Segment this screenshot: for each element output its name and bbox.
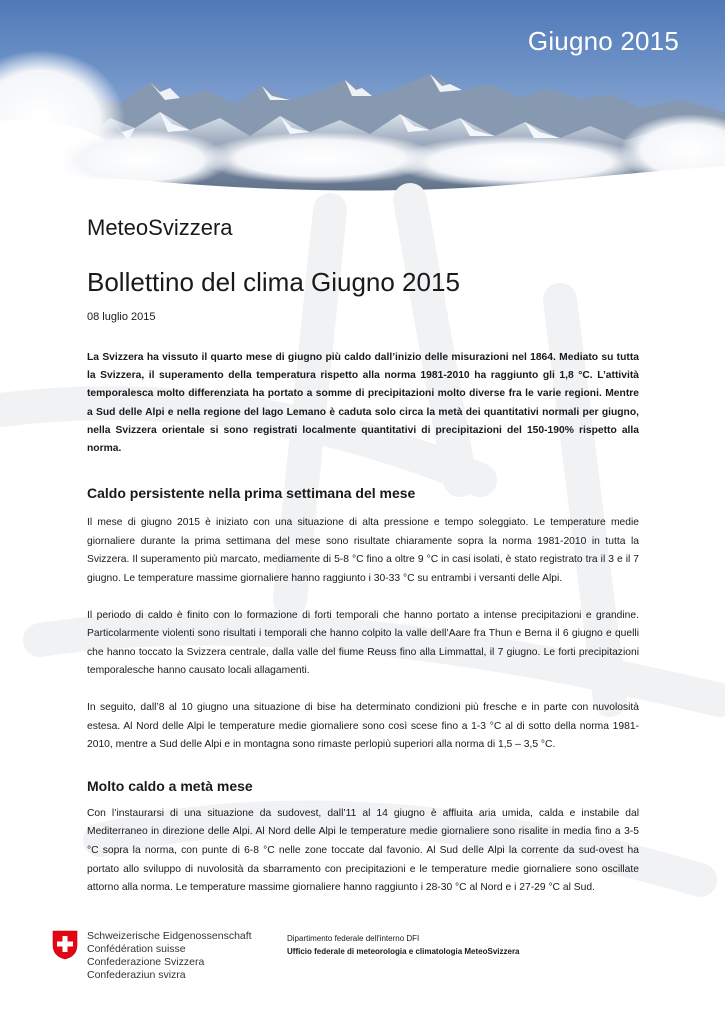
department-info bbox=[287, 932, 520, 958]
department-name: Dipartimento federale dell'interno DFI bbox=[287, 934, 420, 943]
body-paragraph: Il mese di giugno 2015 è iniziato con una situazione di alta pressione e tempo soleggiato. Le temperature medie giornaliere durante la prima settimana del mese sono risultate chiaramente sopra la norma 1981-2010 in tutta la Svizzera. Il superamento più marcato, mediamente di 5-8 °C fino a oltre 9 °C in casi isolati, è stato registrato tra il 3 e il 7 giugno. Le temperature massime giornaliere hanno raggiunto i 30-33 °C su entrambi i versanti delle Alpi. bbox=[87, 517, 639, 584]
section-heading: Molto caldo a metà mese bbox=[87, 777, 253, 794]
body-paragraph: Il periodo di caldo è finito con lo formazione di forti temporali che hanno portato a intense precipitazioni e grandine. Particolarmente violenti sono risultati i temporali che hanno colpito la valle dell’Aare fra Thun e Berna il 6 giugno e quelli che hanno toccato la Svizzera centrale, dalla valle del fiume Reuss fino alla Limmattal, il 7 giugno. Le forti precipitazioni temporalesche hanno causato locali allagamenti. bbox=[87, 609, 639, 677]
page-footer bbox=[0, 922, 725, 1002]
body-paragraph: In seguito, dall’8 al 10 giugno una situazione di bise ha determinato condizioni più fresche e in parte con nuvolosità estesa. Al Nord delle Alpi le temperature medie giornaliere sono così scese fino a 1-3 °C al di sotto della norma 1981-2010, mentre a Sud delle Alpi e in montagna sono rimaste perlopiù superiori alla norma di 1,5 – 3,5 °C. bbox=[87, 701, 639, 751]
confederation-names bbox=[87, 930, 252, 982]
header-banner bbox=[0, 0, 725, 240]
document-body bbox=[87, 214, 639, 898]
office-name: Ufficio federale di meteorologia e climatologia MeteoSvizzera bbox=[287, 947, 520, 956]
swiss-cross-shield-icon bbox=[52, 930, 78, 960]
confederation-name-rm: Confederaziun svizra bbox=[87, 969, 186, 981]
banner-month-label: Giugno 2015 bbox=[527, 26, 679, 56]
section-heading: Caldo persistente nella prima settimana del mese bbox=[87, 485, 416, 502]
lead-paragraph: La Svizzera ha vissuto il quarto mese di giugno più caldo dall’inizio delle misurazioni nel 1864. Mediato su tutta la Svizzera, il superamento della temperatura rispetto alla norma 1981-2010 ha raggiunto gli 1,8 °C. L’attività temporalesca molto differenziata ha portato a somme di precipitazioni molto diverse fra le varie regioni. Mentre a Sud delle Alpi e nella regione del lago Lemano è caduta solo circa la metà dei quantitativi normali per giugno, nella Svizzera orientale si sono registrati localmente quantitativi di precipitazioni del 150-190% rispetto alla norma. bbox=[87, 352, 639, 455]
organization-name: MeteoSvizzera bbox=[87, 215, 233, 240]
confederation-name-fr: Confédération suisse bbox=[87, 943, 186, 955]
body-paragraph: Con l’instaurarsi di una situazione da sudovest, dall’11 al 14 giugno è affluita aria umida, calda e instabile dal Mediterraneo in direzione delle Alpi. Al Nord delle Alpi le temperature medie giornaliere sono risalite in media fino a 3-5 °C sopra la norma, con punte di 6-8 °C nelle zone toccate dal favonio. Al Sud delle Alpi la corrente da sud-ovest ha portato allo sviluppo di nuvolosità da sbarramento con precipitazioni e le temperature medie giornaliere sono oscillate attorno alla norma. Le temperature massime giornaliere hanno raggiunto i 28-30 °C al Nord e i 27-29 °C al Sud. bbox=[87, 807, 639, 894]
document-title: Bollettino del clima Giugno 2015 bbox=[87, 267, 460, 297]
document-date: 08 luglio 2015 bbox=[87, 311, 156, 323]
confederation-name-it: Confederazione Svizzera bbox=[87, 956, 205, 968]
confederation-name-de: Schweizerische Eidgenossenschaft bbox=[87, 930, 252, 942]
